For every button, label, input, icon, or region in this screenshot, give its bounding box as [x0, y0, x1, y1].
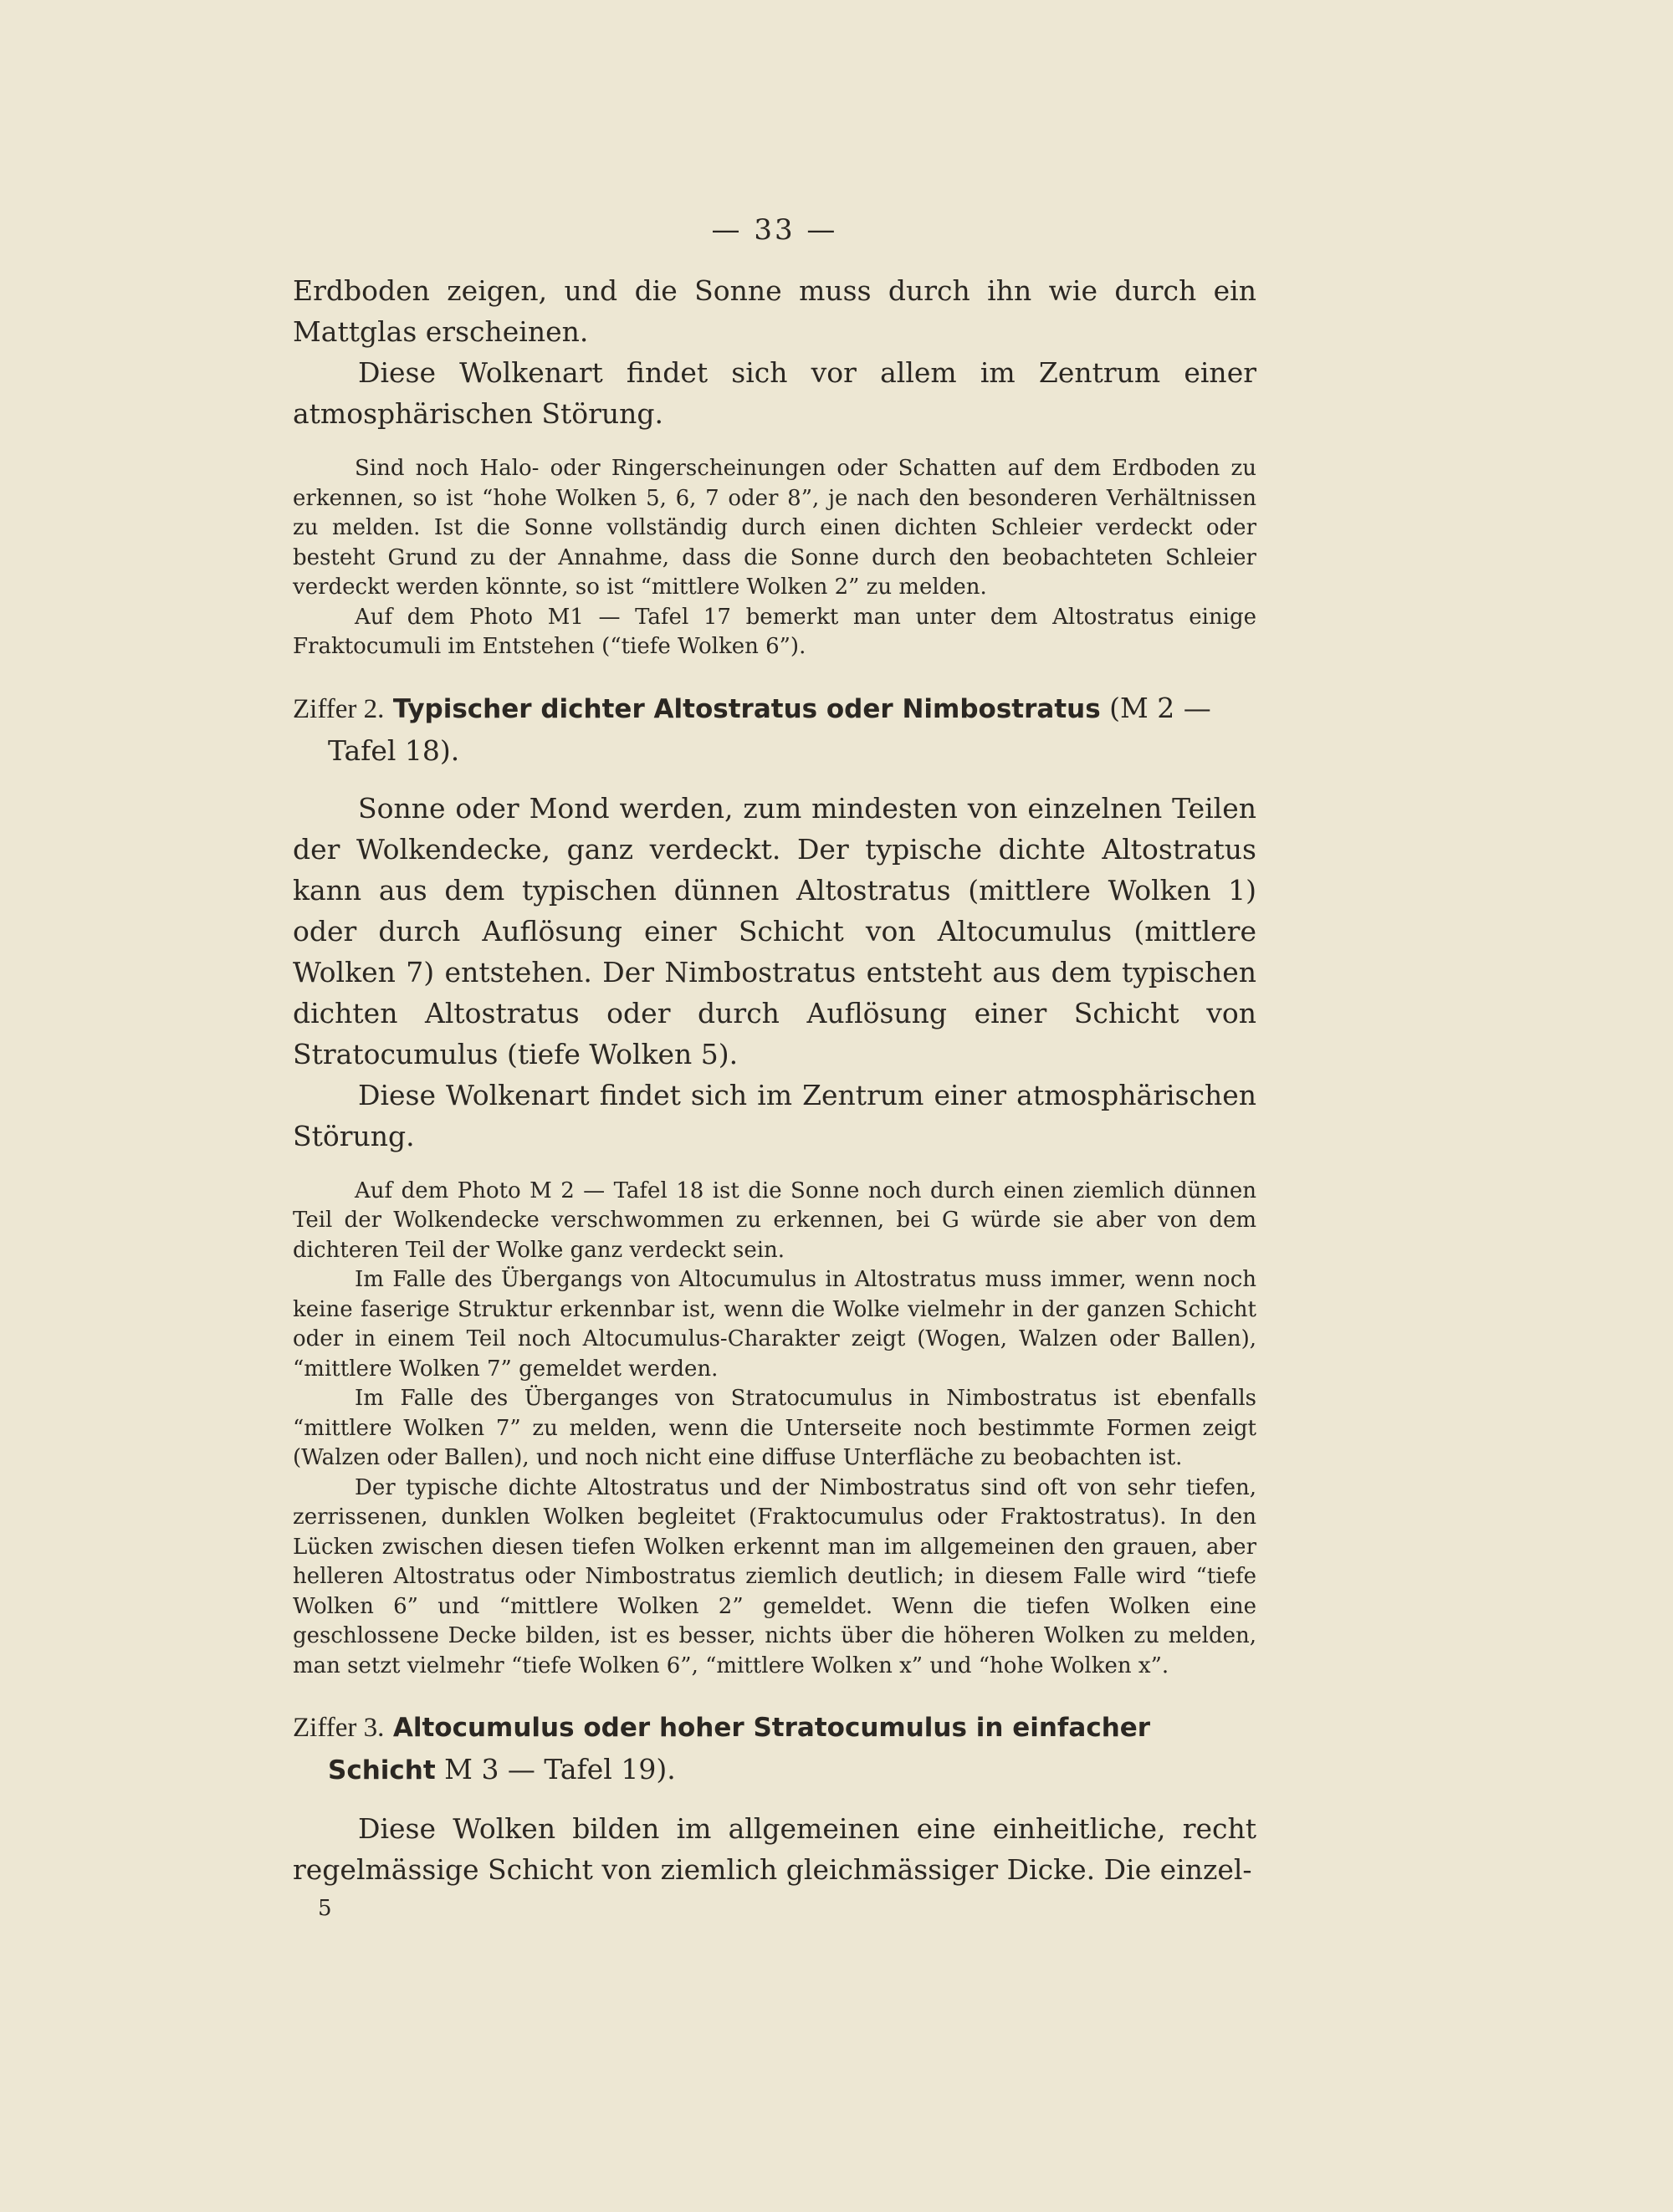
- note-paragraph: Im Falle des Überganges von Stratocumulus in Nimbostratus ist ebenfalls “mittlere Wolken 7” zu melden, wenn die Unterseite noch bestimmte Formen zeigt (Walzen oder Ballen), und noch nicht eine diffuse Unterfläche zu beobachten ist.: [293, 1386, 1256, 1470]
- heading-title: Typischer dichter Altostratus oder Nimbostratus: [392, 693, 1101, 724]
- body-paragraph: Diese Wolken bilden im allgemeinen eine einheitliche, recht regelmässige Schicht von ziemlich gleichmässiger Dicke. Die einzel-: [293, 1812, 1256, 1886]
- heading-reference: M 3 — Tafel 19).: [444, 1753, 676, 1785]
- heading-label: Ziffer 3.: [293, 1713, 385, 1743]
- body-paragraph: Sonne oder Mond werden, zum mindesten von einzelnen Teilen der Wolkendecke, ganz verdeckt. Der typische dichte Altostratus kann aus dem typischen dünnen Altostratus (mittlere Wolken 1) oder durch Auflösung einer Schicht von Altocumulus (mittlere Wolken 7) entstehen. Der Nimbostratus entsteht aus dem typischen dichten Altostratus oder durch Auflösung einer Schicht von Stratocumulus (tiefe Wolken 5).: [293, 791, 1256, 1070]
- body-paragraph: Diese Wolkenart findet sich im Zentrum einer atmosphärischen Störung.: [293, 1078, 1256, 1152]
- heading-reference: (M 2 — Tafel 18).: [328, 691, 1211, 767]
- note-paragraph: Auf dem Photo M 2 — Tafel 18 ist die Sonne noch durch einen ziemlich dünnen Teil der Wolkendecke verschwommen zu erkennen, bei G würde sie aber von dem dichteren Teil der Wolke ganz verdeckt sein.: [293, 1178, 1256, 1263]
- section-heading-ziffer-2: [293, 687, 1256, 771]
- note-paragraph: Im Falle des Übergangs von Altocumulus in Altostratus muss immer, wenn noch keine faserige Struktur erkennbar ist, wenn die Wolke vielmehr in der ganzen Schicht oder in einem Teil noch Altocumulus-Charakter zeigt (Wogen, Walzen oder Ballen), “mittlere Wolken 7” gemeldet werden.: [293, 1267, 1256, 1382]
- note-paragraph: Sind noch Halo- oder Ringerscheinungen oder Schatten auf dem Erdboden zu erkennen, so ist “hohe Wolken 5, 6, 7 oder 8”, je nach den besonderen Verhältnissen zu melden. Ist die Sonne vollständig durch einen dichten Schleier verdeckt oder besteht Grund zu der Annahme, dass die Sonne durch den beobachteten Schleier verdeckt werden könnte, so ist “mittlere Wolken 2” zu melden.: [293, 456, 1256, 600]
- page-number: — 33 —: [711, 213, 838, 247]
- section-heading-ziffer-3: [293, 1706, 1256, 1791]
- body-paragraph: Diese Wolkenart findet sich vor allem im Zentrum einer atmosphärischen Störung.: [293, 356, 1256, 430]
- note-paragraph: Auf dem Photo M1 — Tafel 17 bemerkt man unter dem Altostratus einige Fraktocumuli im Entstehen (“tiefe Wolken 6”).: [293, 604, 1256, 659]
- signature-mark: 5: [318, 1896, 332, 1921]
- heading-label: Ziffer 2.: [293, 693, 385, 724]
- body-paragraph: Erdboden zeigen, und die Sonne muss durch ihn wie durch ein Mattglas erscheinen.: [293, 274, 1256, 348]
- page-content: [293, 213, 1256, 1925]
- note-paragraph: Der typische dichte Altostratus und der Nimbostratus sind oft von sehr tiefen, zerrissenen, dunklen Wolken begleitet (Fraktocumulus oder Fraktostratus). In den Lücken zwischen diesen tiefen Wolken erkennt man im allgemeinen den grauen, aber helleren Altostratus oder Nimbostratus ziemlich deutlich; in diesem Falle wird “tiefe Wolken 6” und “mittlere Wolken 2” gemeldet. Wenn die tiefen Wolken eine geschlossene Decke bilden, ist es besser, nichts über die höheren Wolken zu melden, man setzt vielmehr “tiefe Wolken 6”, “mittlere Wolken x” und “hohe Wolken x”.: [293, 1474, 1256, 1678]
- heading-title: Altocumulus oder hoher Stratocumulus in einfacher Schicht: [328, 1713, 1151, 1785]
